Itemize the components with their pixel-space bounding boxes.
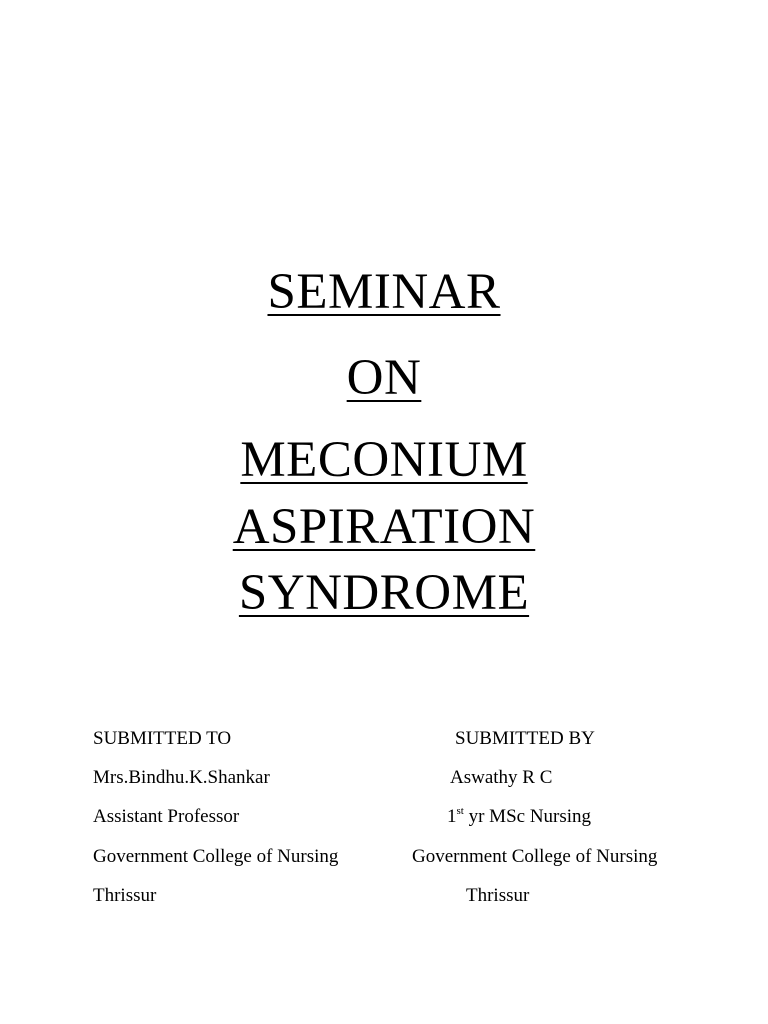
submitted-to-city: Thrissur (93, 885, 157, 906)
submitted-to-name: Mrs.Bindhu.K.Shankar (93, 767, 270, 788)
submitted-by-heading: SUBMITTED BY (455, 728, 595, 749)
title-line-on: ON (346, 350, 422, 406)
year-suffix: st (456, 804, 464, 817)
submitted-to-designation: Assistant Professor (93, 806, 240, 827)
title-line-seminar: SEMINAR (267, 264, 501, 320)
title-line-syndrome: SYNDROME (238, 565, 530, 621)
submitted-by-name: Aswathy R C (450, 767, 553, 788)
submitted-to-heading: SUBMITTED TO (93, 728, 232, 749)
year-number: 1 (447, 806, 457, 827)
submitted-by-city: Thrissur (466, 885, 530, 906)
title-line-meconium: MECONIUM (240, 432, 528, 488)
submitted-to-institution: Government College of Nursing (93, 846, 339, 867)
submitted-by-institution: Government College of Nursing (412, 846, 658, 867)
course-text: yr MSc Nursing (463, 806, 592, 827)
title-line-aspiration: ASPIRATION (232, 499, 536, 555)
submitted-by-course (447, 806, 591, 828)
